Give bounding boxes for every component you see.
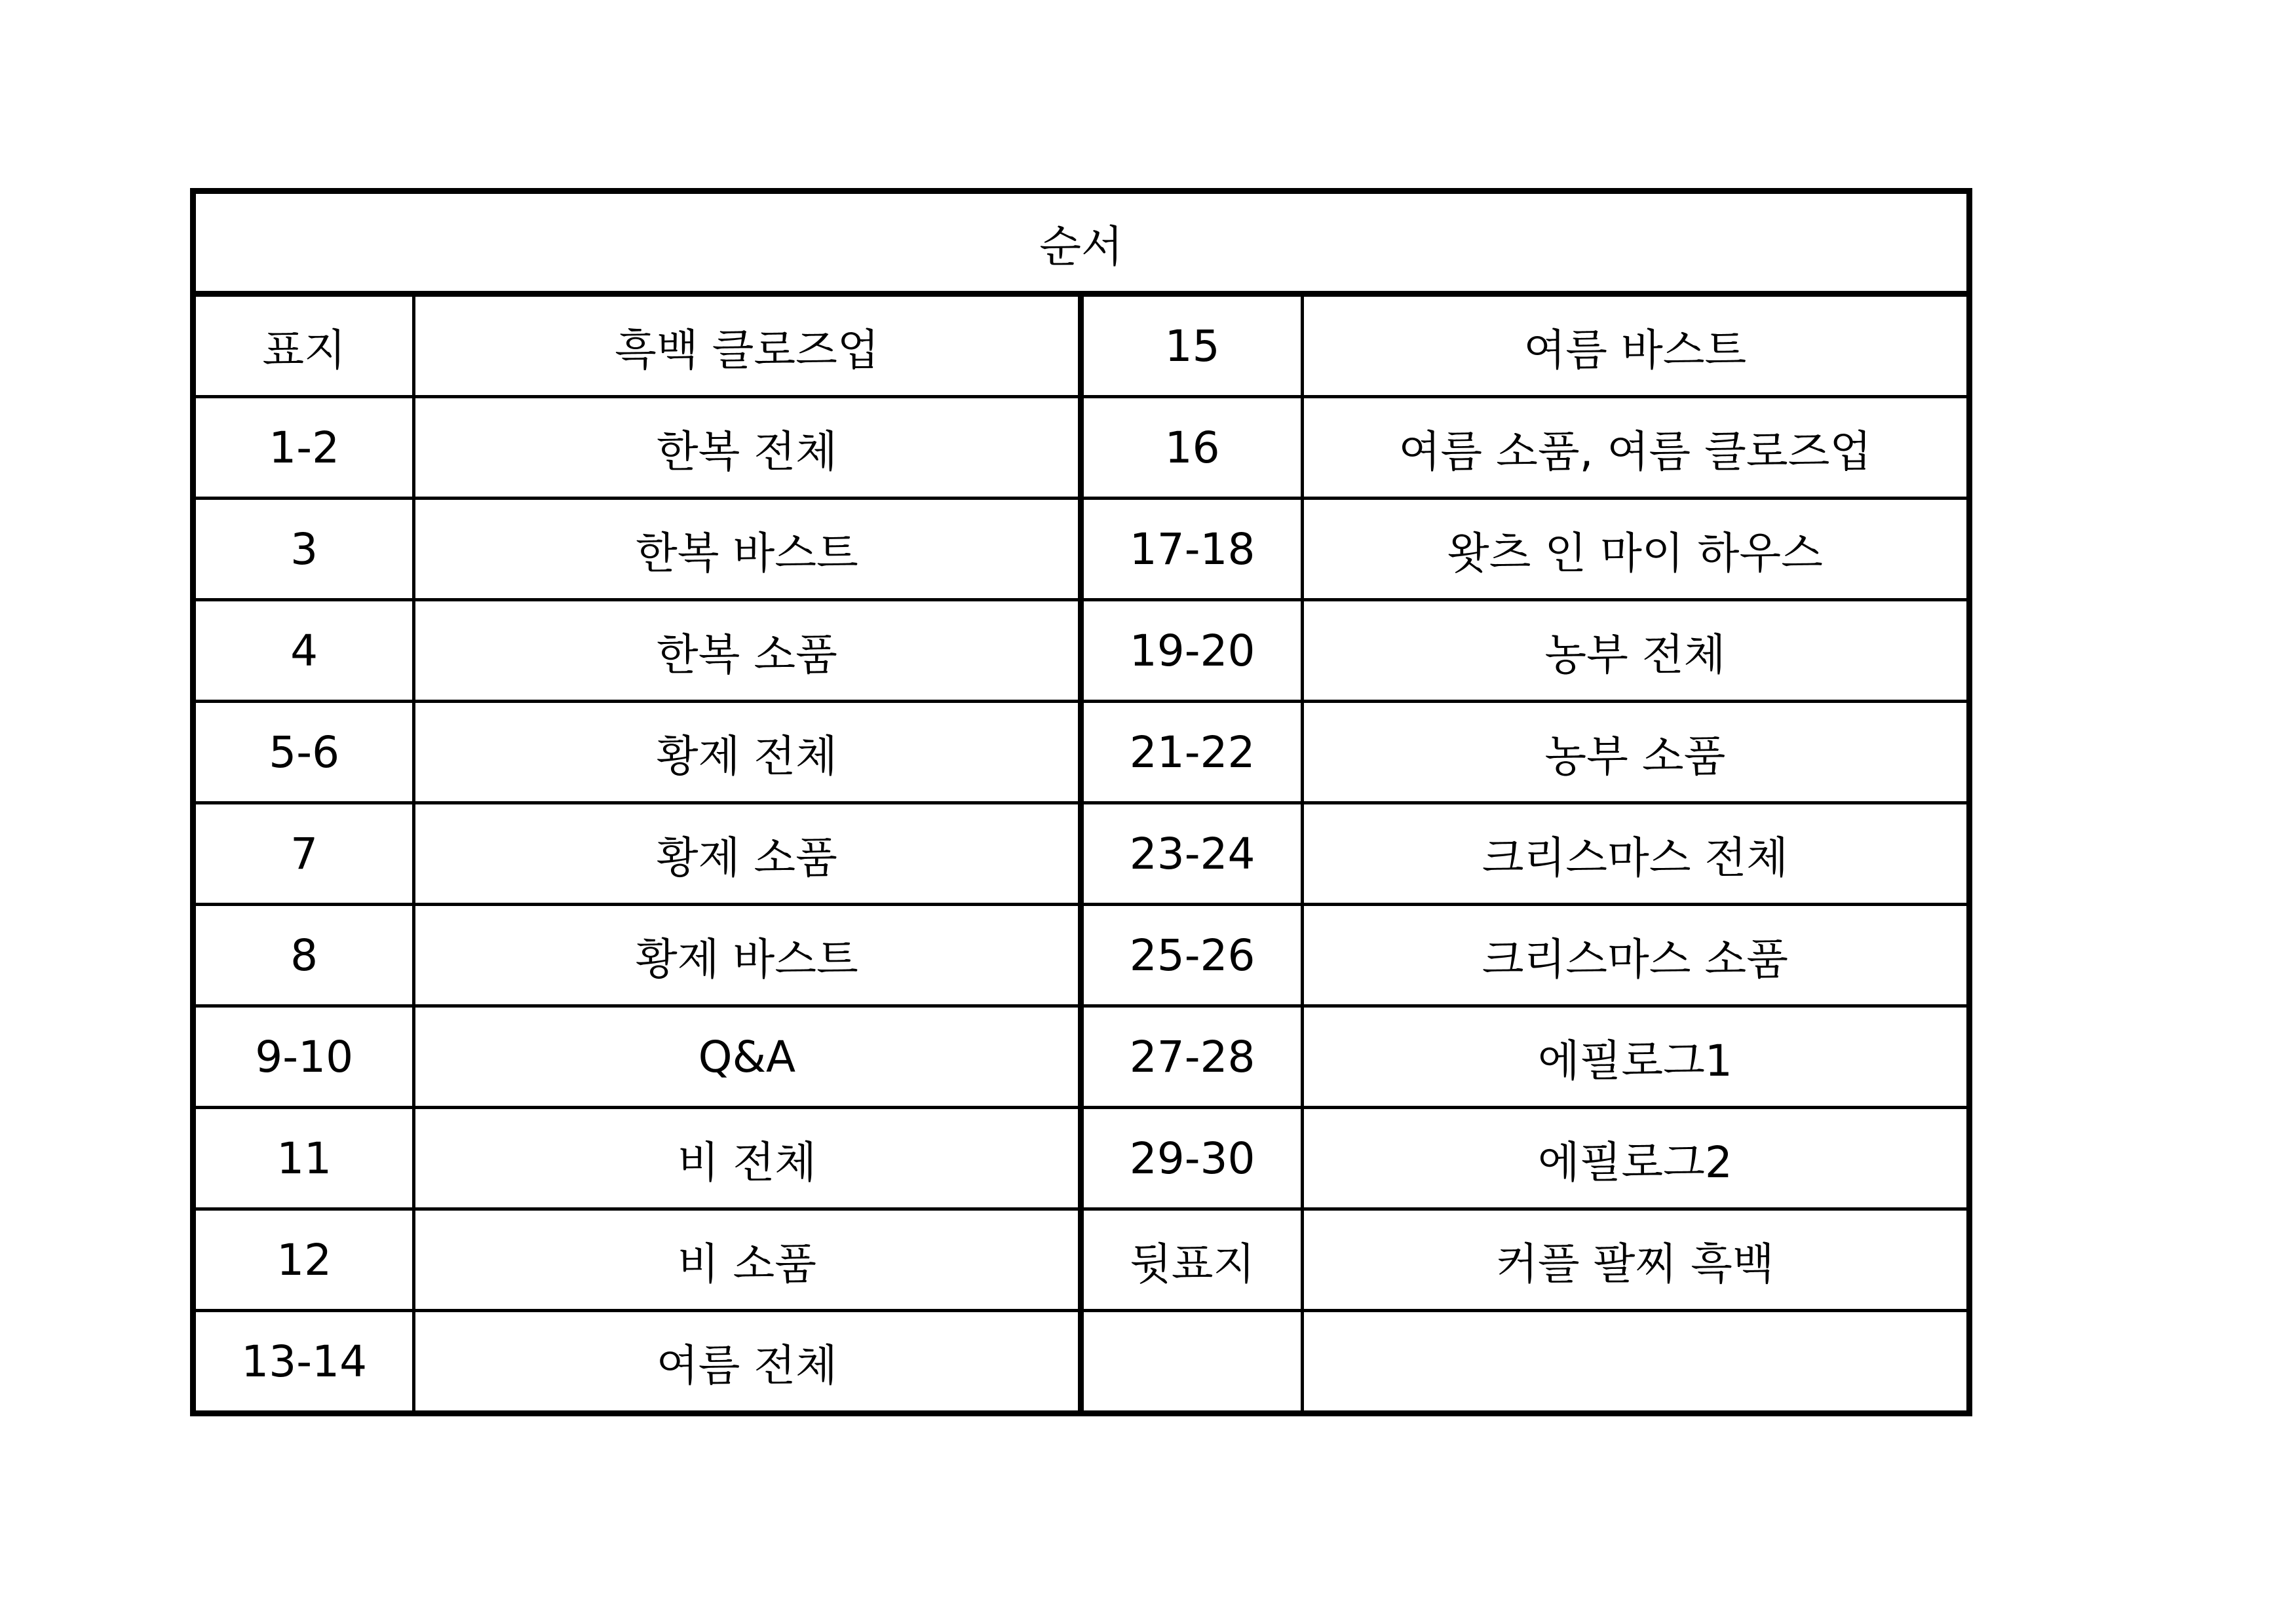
left-page-cell: 12: [193, 1209, 414, 1311]
table-row: [193, 397, 1970, 499]
right-page-cell: 17-18: [1081, 499, 1302, 600]
table-row: [193, 499, 1970, 600]
left-page-cell: 7: [193, 803, 414, 905]
table-row: [193, 803, 1970, 905]
right-desc-cell: 크리스마스 전체: [1302, 803, 1969, 905]
left-page-cell: 11: [193, 1108, 414, 1209]
order-table: [190, 188, 1972, 1416]
table-row: [193, 1209, 1970, 1311]
right-desc-cell: 커플 팔찌 흑백: [1302, 1209, 1969, 1311]
left-page-cell: 13-14: [193, 1311, 414, 1414]
right-desc-cell: 농부 소품: [1302, 702, 1969, 803]
table-row: [193, 600, 1970, 702]
left-desc-cell: 황제 전체: [414, 702, 1081, 803]
right-desc-cell: 여름 바스트: [1302, 294, 1969, 397]
right-desc-cell: 에필로그2: [1302, 1108, 1969, 1209]
title-row: [193, 191, 1970, 294]
left-desc-cell: 비 소품: [414, 1209, 1081, 1311]
right-desc-cell: 여름 소품, 여름 클로즈업: [1302, 397, 1969, 499]
right-desc-cell: 왓츠 인 마이 하우스: [1302, 499, 1969, 600]
right-page-cell: 25-26: [1081, 905, 1302, 1006]
left-page-cell: 9-10: [193, 1006, 414, 1108]
table-row: [193, 1108, 1970, 1209]
right-page-cell: 16: [1081, 397, 1302, 499]
right-page-cell: 29-30: [1081, 1108, 1302, 1209]
table-title: 순서: [193, 191, 1970, 294]
left-desc-cell: 한복 소품: [414, 600, 1081, 702]
table-row: [193, 294, 1970, 397]
right-page-cell: 15: [1081, 294, 1302, 397]
left-page-cell: 5-6: [193, 702, 414, 803]
left-desc-cell: 한복 전체: [414, 397, 1081, 499]
right-page-cell: 23-24: [1081, 803, 1302, 905]
left-page-cell: 표지: [193, 294, 414, 397]
table-row: [193, 1006, 1970, 1108]
left-desc-cell: 황제 소품: [414, 803, 1081, 905]
right-desc-cell: 에필로그1: [1302, 1006, 1969, 1108]
table-row: [193, 1311, 1970, 1414]
left-page-cell: 4: [193, 600, 414, 702]
left-desc-cell: 흑백 클로즈업: [414, 294, 1081, 397]
right-desc-cell: 크리스마스 소품: [1302, 905, 1969, 1006]
right-page-cell: 뒷표지: [1081, 1209, 1302, 1311]
left-desc-cell: 한복 바스트: [414, 499, 1081, 600]
table-row: [193, 905, 1970, 1006]
left-page-cell: 1-2: [193, 397, 414, 499]
right-page-cell: 19-20: [1081, 600, 1302, 702]
right-page-cell: [1081, 1311, 1302, 1414]
left-page-cell: 8: [193, 905, 414, 1006]
left-desc-cell: 황제 바스트: [414, 905, 1081, 1006]
left-page-cell: 3: [193, 499, 414, 600]
right-page-cell: 27-28: [1081, 1006, 1302, 1108]
left-desc-cell: Q&A: [414, 1006, 1081, 1108]
table-row: [193, 702, 1970, 803]
right-desc-cell: 농부 전체: [1302, 600, 1969, 702]
right-page-cell: 21-22: [1081, 702, 1302, 803]
left-desc-cell: 여름 전체: [414, 1311, 1081, 1414]
right-desc-cell: [1302, 1311, 1969, 1414]
left-desc-cell: 비 전체: [414, 1108, 1081, 1209]
